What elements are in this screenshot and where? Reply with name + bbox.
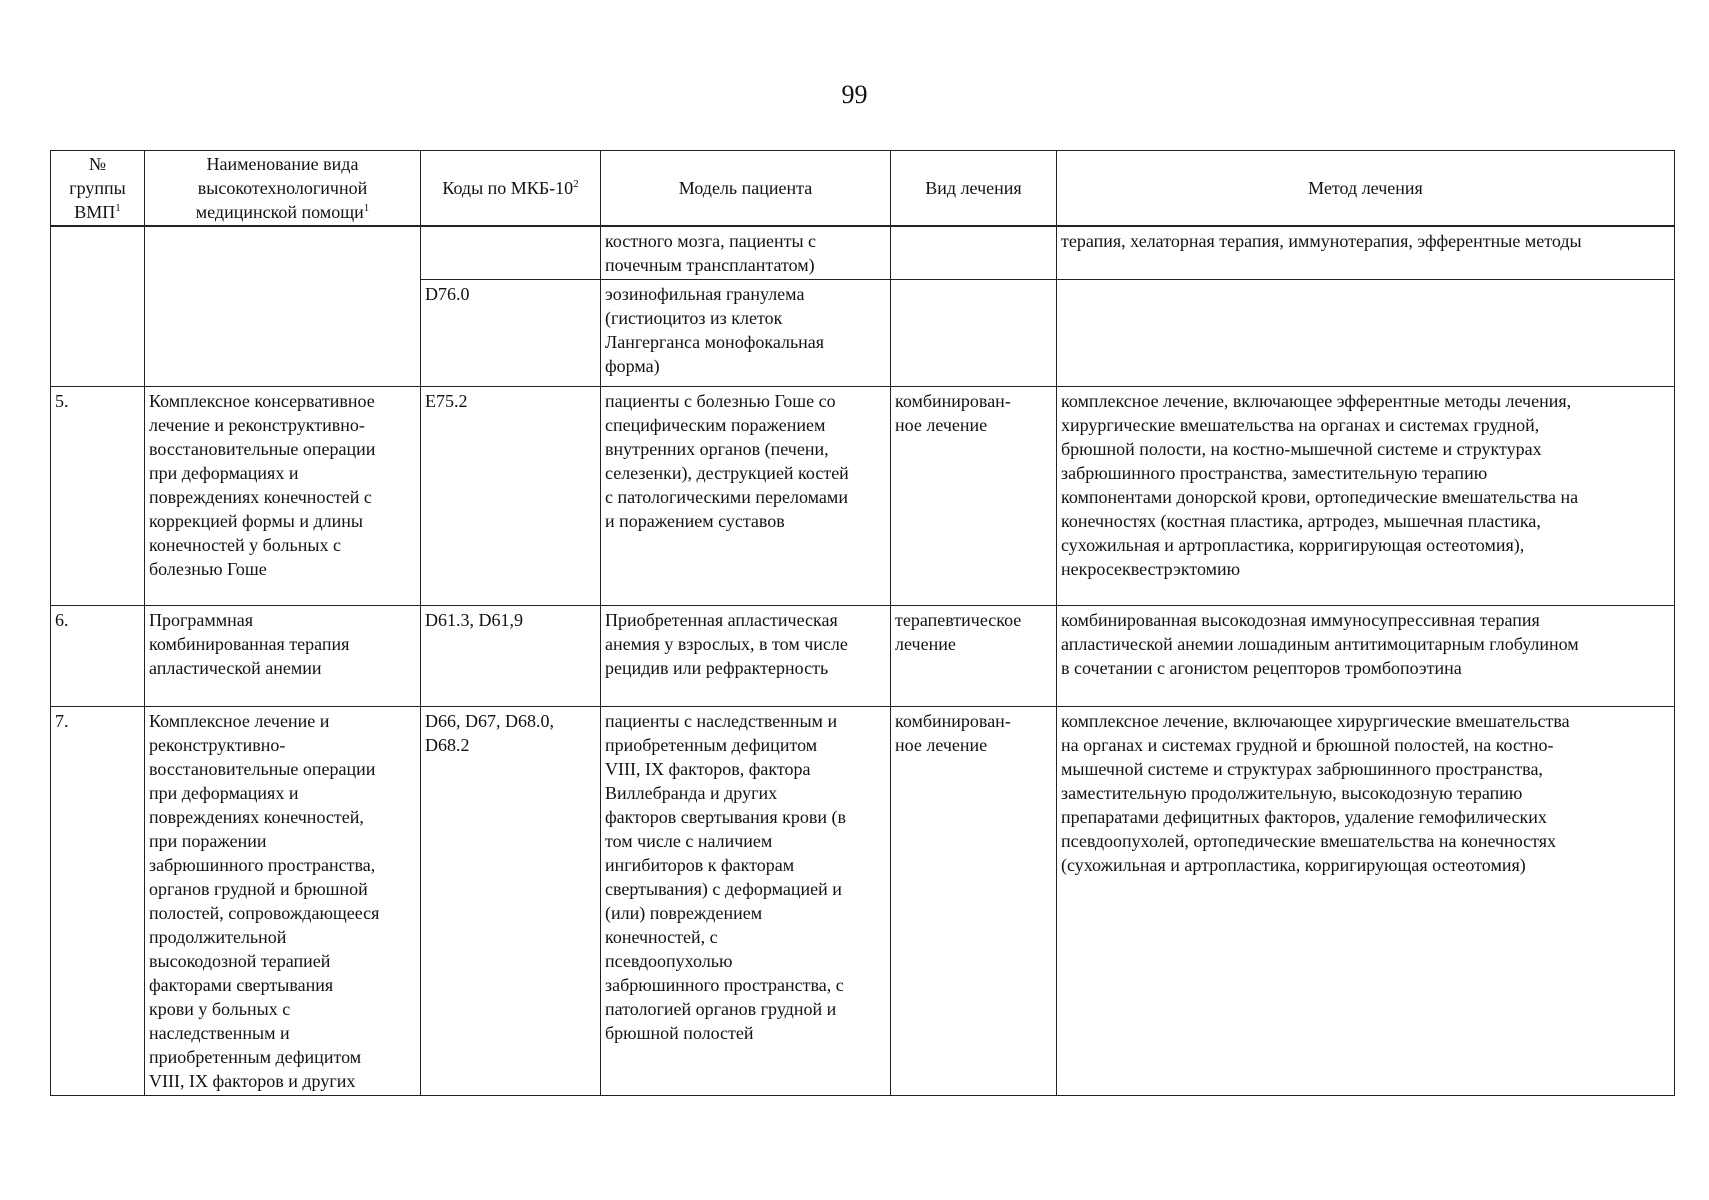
cell-group-no: 5. bbox=[51, 387, 145, 606]
cell-method: комбинированная высокодозная иммуносупрессивная терапия апластической анемии лошадиным антитимоцитарным глобулином в сочетании с агонистом рецепторов тромбопоэтина bbox=[1057, 606, 1675, 707]
cell-type: комбинирован- ное лечение bbox=[891, 707, 1057, 1096]
table-header-row bbox=[51, 151, 1675, 227]
table-row bbox=[51, 707, 1675, 1096]
cell-codes: E75.2 bbox=[421, 387, 601, 606]
cell-model: пациенты с наследственным и приобретенным дефицитом VIII, IX факторов, фактора Виллебранда и других факторов свертывания крови (в том числе с наличием ингибиторов к факторам свертывания) с деформацией и (или) повреждением конечностей, с псевдоопухолью забрюшинного пространства, с патологией органов грудной и брюшной полостей bbox=[601, 707, 891, 1096]
header-model: Модель пациента bbox=[601, 151, 891, 227]
cell-name: Комплексное консервативное лечение и реконструктивно- восстановительные операции при деформациях и повреждениях конечностей с коррекцией формы и длины конечностей у больных с болезнью Гоше bbox=[145, 387, 421, 606]
cell-model: эозинофильная гранулема (гистиоцитоз из клеток Лангерганса монофокальная форма) bbox=[601, 280, 891, 387]
header-type: Вид лечения bbox=[891, 151, 1057, 227]
cell-type bbox=[891, 280, 1057, 387]
cell-name: Программная комбинированная терапия апластической анемии bbox=[145, 606, 421, 707]
table-row bbox=[51, 606, 1675, 707]
cell-method bbox=[1057, 280, 1675, 387]
cell-codes: D66, D67, D68.0, D68.2 bbox=[421, 707, 601, 1096]
header-method: Метод лечения bbox=[1057, 151, 1675, 227]
cell-name: Комплексное лечение и реконструктивно- восстановительные операции при деформациях и повреждениях конечностей, при поражении забрюшинного пространства, органов грудной и брюшной полостей, сопровождающееся продолжительной высокодозной терапией факторами свертывания крови у больных с наследственным и приобретенным дефицитом VIII, IX факторов и других bbox=[145, 707, 421, 1096]
cell-codes: D61.3, D61,9 bbox=[421, 606, 601, 707]
page-number: 99 bbox=[841, 80, 868, 109]
cell-codes: D76.0 bbox=[421, 280, 601, 387]
cell-method: комплексное лечение, включающее эфферентные методы лечения, хирургические вмешательства на органах и системах грудной, брюшной полости, на костно-мышечной системе и структурах забрюшинного пространства, заместительную терапию компонентами донорской крови, ортопедические вмешательства на конечностях (костная пластика, артродез, мышечная пластика, сухожильная и артропластика, корригирующая остеотомия), некросеквестрэктомию bbox=[1057, 387, 1675, 606]
cell-model: пациенты с болезнью Гоше со специфическим поражением внутренних органов (печени, селезенки), деструкцией костей с патологическими переломами и поражением суставов bbox=[601, 387, 891, 606]
footnote-mark: 1 bbox=[363, 202, 370, 214]
cell-type: комбинирован- ное лечение bbox=[891, 387, 1057, 606]
cell-group-no: 7. bbox=[51, 707, 145, 1096]
cell-codes bbox=[421, 226, 601, 280]
cell-name bbox=[145, 226, 421, 387]
cell-group-no bbox=[51, 226, 145, 387]
cell-type bbox=[891, 226, 1057, 280]
footnote-mark: 2 bbox=[573, 178, 579, 190]
vmp-table bbox=[50, 150, 1675, 1096]
table-row bbox=[51, 387, 1675, 606]
table-row bbox=[51, 226, 1675, 280]
cell-model: Приобретенная апластическая анемия у взрослых, в том числе рецидив или рефрактерность bbox=[601, 606, 891, 707]
cell-method: терапия, хелаторная терапия, иммунотерапия, эфферентные методы bbox=[1057, 226, 1675, 280]
header-codes: Коды по МКБ-$10^2$ bbox=[421, 151, 601, 227]
cell-model: костного мозга, пациенты с почечным трансплантатом) bbox=[601, 226, 891, 280]
header-group-no: № группы ВМП$^1$ bbox=[51, 151, 145, 227]
header-name: Наименование вида высокотехнологичной медицинской помощи$^1$ bbox=[145, 151, 421, 227]
cell-method: комплексное лечение, включающее хирургические вмешательства на органах и системах грудной и брюшной полостей, на костно- мышечной системе и структурах забрюшинного пространства, заместительную продолжительную, высокодозную терапию препаратами дефицитных факторов, удаление гемофилических псевдоопухолей, ортопедические вмешательства на конечностях (сухожильная и артропластика, корригирующая остеотомия) bbox=[1057, 707, 1675, 1096]
cell-type: терапевтическое лечение bbox=[891, 606, 1057, 707]
cell-group-no: 6. bbox=[51, 606, 145, 707]
footnote-mark: 1 bbox=[115, 202, 121, 214]
